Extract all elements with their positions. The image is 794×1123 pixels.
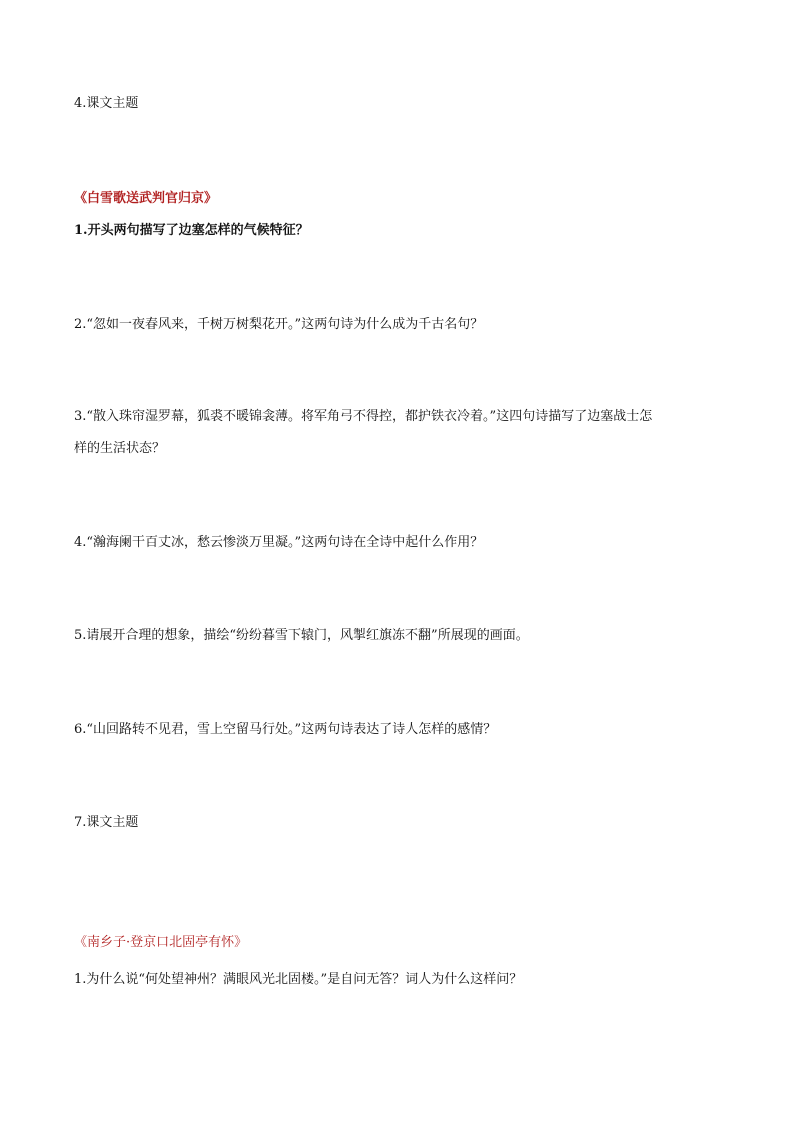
question-2-famous-lines: 2.“忽如一夜春风来，千树万树梨花开。”这两句诗为什么成为千古名句？ bbox=[74, 317, 484, 332]
question-7-theme: 7.课文主题 bbox=[74, 815, 139, 830]
question-5-imagine: 5.请展开合理的想象，描绘“纷纷暮雪下辕门，风掣红旗冻不翻”所展现的画面。 bbox=[74, 628, 529, 643]
question-4-theme: 4.课文主题 bbox=[74, 96, 139, 111]
poem-title-baixuege: 《白雪歌送武判官归京》 bbox=[74, 191, 218, 206]
question-1-self-ask: 1.为什么说“何处望神州？满眼风光北固楼。”是自问无答？词人为什么这样问？ bbox=[74, 972, 523, 987]
poem-title-nanxiangzi: 《南乡子·登京口北固亭有怀》 bbox=[74, 935, 248, 950]
question-4-role: 4.“瀚海阑干百丈冰，愁云惨淡万里凝。”这两句诗在全诗中起什么作用？ bbox=[74, 535, 484, 550]
question-6-emotion: 6.“山回路转不见君，雪上空留马行处。”这两句诗表达了诗人怎样的感情？ bbox=[74, 722, 497, 737]
question-1-climate: 1.开头两句描写了边塞怎样的气候特征？ bbox=[74, 223, 309, 238]
question-3-line-2: 样的生活状态？ bbox=[74, 441, 166, 456]
question-3-line-1: 3.“散入珠帘湿罗幕，狐裘不暖锦衾薄。将军角弓不得控，都护铁衣冷着。”这四句诗描写了边塞战士怎 bbox=[74, 409, 653, 424]
